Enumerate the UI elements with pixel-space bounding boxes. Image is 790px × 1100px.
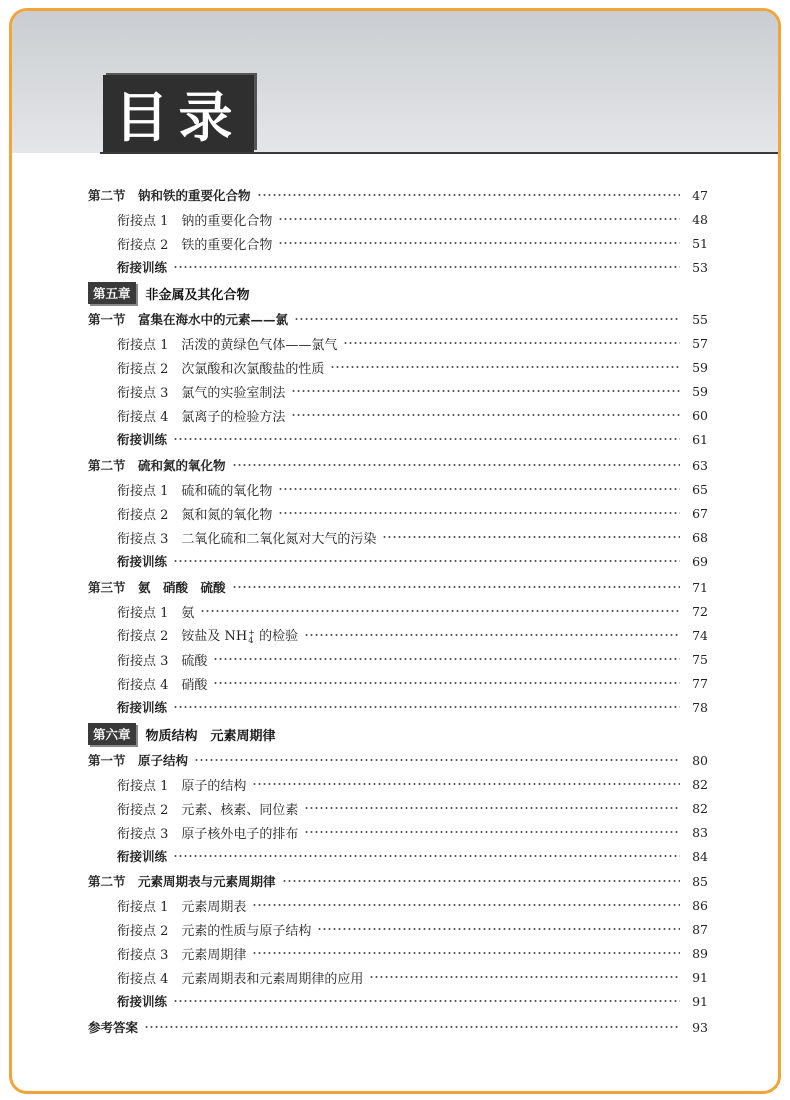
dot-leader <box>304 831 680 833</box>
page-number: 69 <box>692 553 708 569</box>
page-number: 68 <box>692 529 708 545</box>
page-number: 91 <box>692 993 708 1009</box>
toc-entry-drill[interactable]: 衔接训练 61 <box>117 431 708 447</box>
dot-leader <box>173 266 680 268</box>
dot-leader <box>294 318 680 320</box>
dot-leader <box>291 414 680 416</box>
page-number: 74 <box>692 627 708 643</box>
toc-entry-section[interactable]: 第一节 原子结构 80 <box>88 752 708 768</box>
page-number: 83 <box>692 824 708 840</box>
dot-leader <box>173 438 680 440</box>
dot-leader <box>343 342 680 344</box>
dot-leader <box>194 759 680 761</box>
toc-entry-item[interactable]: 衔接点 4 元素周期表和元素周期律的应用 91 <box>117 969 708 987</box>
chapter-title: 物质结构 元素周期律 <box>145 728 276 744</box>
toc-entry-section[interactable]: 第一节 富集在海水中的元素——氯 55 <box>88 311 708 327</box>
toc-entry-drill[interactable]: 衔接训练 91 <box>117 993 708 1009</box>
dot-leader <box>304 634 680 636</box>
toc-entry-item[interactable]: 衔接点 1 钠的重要化合物 48 <box>117 211 708 229</box>
page-number: 55 <box>692 311 708 327</box>
header-rule <box>100 152 778 154</box>
dot-leader <box>252 904 680 906</box>
page-number: 51 <box>692 235 708 251</box>
dot-leader <box>252 952 680 954</box>
toc-entry-item[interactable]: 衔接点 3 硫酸 75 <box>117 651 708 669</box>
page-number: 60 <box>692 407 708 423</box>
dot-leader <box>382 536 680 538</box>
toc-entry-section[interactable]: 第二节 钠和铁的重要化合物 47 <box>88 187 708 203</box>
page-number: 47 <box>692 187 708 203</box>
toc-entry-drill[interactable]: 衔接训练 69 <box>117 553 708 569</box>
dot-leader <box>282 880 680 882</box>
dot-leader <box>213 682 680 684</box>
page-number: 48 <box>692 211 708 227</box>
toc-entry-section[interactable]: 第二节 硫和氮的氧化物 63 <box>88 457 708 473</box>
toc-entry-item[interactable]: 衔接点 4 氯离子的检验方法 60 <box>117 407 708 425</box>
dot-leader <box>213 658 680 660</box>
dot-leader <box>257 194 680 196</box>
page-number: 65 <box>692 481 708 497</box>
page-number: 53 <box>692 259 708 275</box>
toc-entry-item[interactable]: 衔接点 1 氨 72 <box>117 603 708 621</box>
dot-leader <box>173 1000 680 1002</box>
dot-leader <box>252 783 680 785</box>
page-number: 59 <box>692 359 708 375</box>
toc-entry-item[interactable]: 衔接点 2 铁的重要化合物 51 <box>117 235 708 253</box>
page-number: 71 <box>692 579 708 595</box>
dot-leader <box>330 366 680 368</box>
dot-leader <box>278 512 680 514</box>
page-number: 59 <box>692 383 708 399</box>
toc-entry-drill[interactable]: 衔接训练 84 <box>117 848 708 864</box>
page-number: 82 <box>692 800 708 816</box>
chapter-title: 非金属及其化合物 <box>145 287 250 303</box>
dot-leader <box>291 390 680 392</box>
page-number: 91 <box>692 969 708 985</box>
page-number: 86 <box>692 897 708 913</box>
chapter-badge: 第六章 <box>88 723 136 745</box>
toc-entry-item[interactable]: 衔接点 2 元素、核素、同位素 82 <box>117 800 708 818</box>
toc-entry-item[interactable]: 衔接点 2 次氯酸和次氯酸盐的性质 59 <box>117 359 708 377</box>
page-number: 87 <box>692 921 708 937</box>
dot-leader <box>173 560 680 562</box>
page-number: 57 <box>692 335 708 351</box>
page-number: 82 <box>692 776 708 792</box>
toc-entry-item[interactable]: 衔接点 3 二氧化硫和二氧化氮对大气的污染 68 <box>117 529 708 547</box>
page-number: 75 <box>692 651 708 667</box>
dot-leader <box>200 610 680 612</box>
dot-leader <box>278 242 680 244</box>
ion-charge: + 4 <box>248 627 255 645</box>
dot-leader <box>173 855 680 857</box>
page-number: 78 <box>692 699 708 715</box>
toc-entry-item[interactable]: 衔接点 1 活泼的黄绿色气体——氯气 57 <box>117 335 708 353</box>
page-number: 89 <box>692 945 708 961</box>
dot-leader <box>278 488 680 490</box>
dot-leader <box>304 807 680 809</box>
toc-entry-item[interactable]: 衔接点 4 硝酸 77 <box>117 675 708 693</box>
toc-entry-answers[interactable]: 参考答案 93 <box>88 1019 708 1035</box>
dot-leader <box>369 976 680 978</box>
page-number: 63 <box>692 457 708 473</box>
dot-leader <box>317 928 680 930</box>
toc-entry-drill[interactable]: 衔接训练 78 <box>117 699 708 715</box>
page-number: 61 <box>692 431 708 447</box>
toc-entry-drill[interactable]: 衔接训练 53 <box>117 259 708 275</box>
page-number: 72 <box>692 603 708 619</box>
chapter-heading[interactable] <box>88 723 708 745</box>
dot-leader <box>173 706 680 708</box>
dot-leader <box>232 586 680 588</box>
dot-leader <box>232 464 680 466</box>
dot-leader <box>278 218 680 220</box>
toc-entry-item[interactable]: 衔接点 2 元素的性质与原子结构 87 <box>117 921 708 939</box>
toc-entry-item[interactable]: 衔接点 3 原子核外电子的排布 83 <box>117 824 708 842</box>
toc-entry-item[interactable]: 衔接点 1 原子的结构 82 <box>117 776 708 794</box>
page-title: 目录 <box>103 75 254 152</box>
toc-entry-section[interactable]: 第三节 氨 硝酸 硫酸 71 <box>88 579 708 595</box>
toc-entry-item[interactable]: 衔接点 2 氮和氮的氧化物 67 <box>117 505 708 523</box>
toc-entry-item[interactable]: 衔接点 3 氯气的实验室制法 59 <box>117 383 708 401</box>
toc-entry-item[interactable]: 衔接点 2 铵盐及 NH + 4 的检验 74 <box>117 627 708 645</box>
toc-entry-item[interactable]: 衔接点 1 硫和硫的氧化物 65 <box>117 481 708 499</box>
dot-leader <box>144 1026 680 1028</box>
toc-entry-item[interactable]: 衔接点 3 元素周期律 89 <box>117 945 708 963</box>
page-number: 84 <box>692 848 708 864</box>
page-number: 85 <box>692 873 708 889</box>
chapter-heading[interactable] <box>88 282 708 304</box>
page-number: 67 <box>692 505 708 521</box>
toc-entry-item[interactable]: 衔接点 1 元素周期表 86 <box>117 897 708 915</box>
page-number: 80 <box>692 752 708 768</box>
toc-entry-section[interactable]: 第二节 元素周期表与元素周期律 85 <box>88 873 708 889</box>
page-number: 93 <box>692 1019 708 1035</box>
page-number: 77 <box>692 675 708 691</box>
chapter-badge: 第五章 <box>88 282 136 304</box>
